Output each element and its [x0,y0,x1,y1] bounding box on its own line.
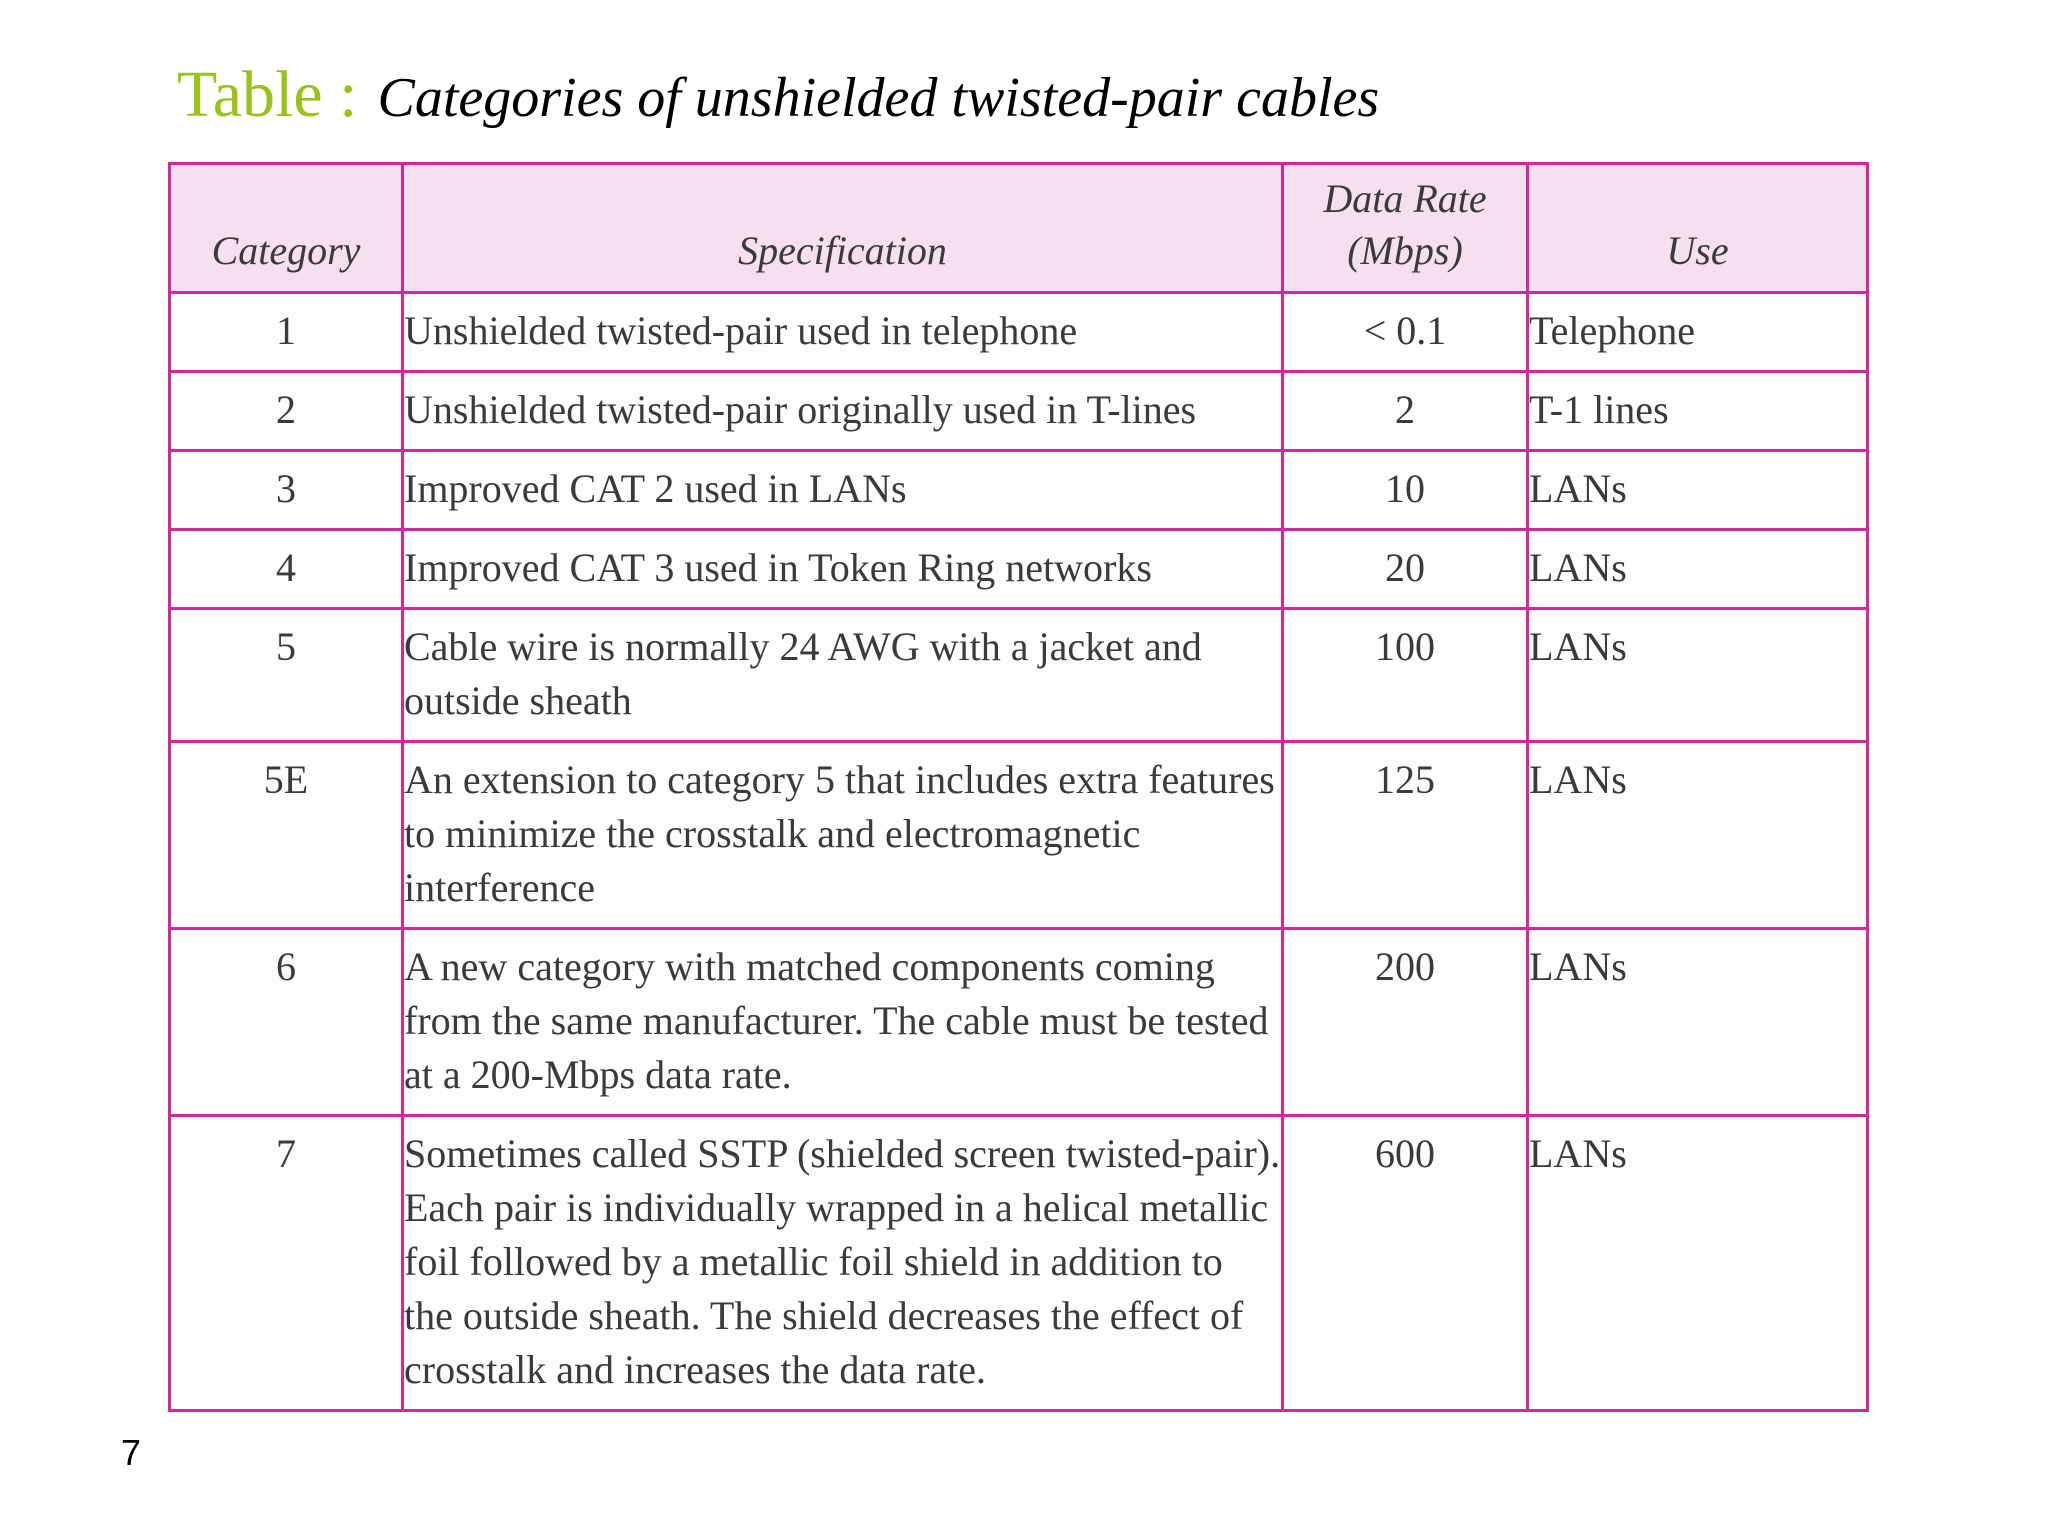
specification-cell: A new category with matched components coming from the same manufacturer. The cable must be tested at a 200-Mbps data rate. [403,929,1283,1116]
data-rate-cell: < 0.1 [1283,293,1528,372]
header-data-rate-line1: Data Rate [1323,176,1487,221]
data-rate-cell: 10 [1283,451,1528,530]
header-data-rate [1283,164,1528,293]
table-row [170,929,1868,1116]
use-cell: LANs [1528,530,1868,609]
table-row [170,742,1868,929]
utp-categories-table [168,162,1869,1412]
category-cell: 1 [170,293,403,372]
specification-cell: Unshielded twisted-pair used in telephone [403,293,1283,372]
header-use: Use [1528,164,1868,293]
data-rate-cell: 600 [1283,1116,1528,1411]
header-category: Category [170,164,403,293]
specification-cell: Improved CAT 3 used in Token Ring networks [403,530,1283,609]
use-cell: Telephone [1528,293,1868,372]
use-cell: LANs [1528,451,1868,530]
table-row [170,530,1868,609]
use-cell: LANs [1528,1116,1868,1411]
use-cell: LANs [1528,742,1868,929]
table-title [177,58,1380,131]
title-text: Categories of unshielded twisted-pair cables [377,67,1380,129]
header-specification: Specification [403,164,1283,293]
table-row [170,1116,1868,1411]
use-cell: LANs [1528,609,1868,742]
header-data-rate-line2: (Mbps) [1347,228,1463,273]
use-cell: T-1 lines [1528,372,1868,451]
category-cell: 5E [170,742,403,929]
category-cell: 5 [170,609,403,742]
title-label: Table : [177,58,358,131]
data-rate-cell: 2 [1283,372,1528,451]
header-row [170,164,1868,293]
category-cell: 4 [170,530,403,609]
data-rate-cell: 100 [1283,609,1528,742]
table-row [170,372,1868,451]
category-cell: 2 [170,372,403,451]
specification-cell: An extension to category 5 that includes extra features to minimize the crosstalk and electromagnetic interference [403,742,1283,929]
specification-cell: Cable wire is normally 24 AWG with a jacket and outside sheath [403,609,1283,742]
table-row [170,451,1868,530]
specification-cell: Sometimes called SSTP (shielded screen twisted-pair). Each pair is individually wrapped in a helical metallic foil followed by a metallic foil shield in addition to the outside sheath. The shield decreases the effect of crosstalk and increases the data rate. [403,1116,1283,1411]
category-cell: 7 [170,1116,403,1411]
specification-cell: Unshielded twisted-pair originally used in T-lines [403,372,1283,451]
table-row [170,609,1868,742]
table-row [170,293,1868,372]
specification-cell: Improved CAT 2 used in LANs [403,451,1283,530]
category-cell: 3 [170,451,403,530]
data-rate-cell: 200 [1283,929,1528,1116]
data-rate-cell: 125 [1283,742,1528,929]
page-number: 7 [121,1432,142,1473]
data-rate-cell: 20 [1283,530,1528,609]
use-cell: LANs [1528,929,1868,1116]
category-cell: 6 [170,929,403,1116]
